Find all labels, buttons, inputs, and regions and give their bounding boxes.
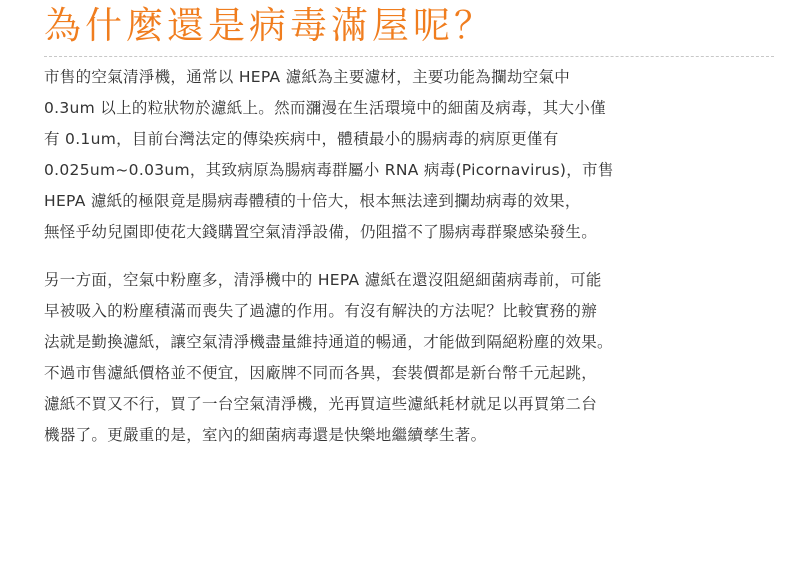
paragraph-1 bbox=[44, 62, 779, 248]
title-divider bbox=[44, 56, 774, 57]
page-title: 為什麼還是病毒滿屋呢？ bbox=[44, 4, 495, 47]
paragraph-2 bbox=[44, 265, 779, 451]
text-line: 0.3um 以上的粒狀物於濾紙上。然而瀰漫在生活環境中的細菌及病毒，其大小僅 bbox=[44, 99, 606, 117]
text-line: HEPA 濾紙的極限竟是腸病毒體積的十倍大，根本無法達到攔劫病毒的效果， bbox=[44, 192, 581, 210]
text-line: 機器了。更嚴重的是，室內的細菌病毒還是快樂地繼續孳生著。 bbox=[44, 426, 487, 444]
text-line: 不過市售濾紙價格並不便宜，因廠牌不同而各異，套裝價都是新台幣千元起跳， bbox=[44, 364, 598, 382]
text-line: 0.025um~0.03um，其致病原為腸病毒群屬小 RNA 病毒(Picornavirus)，市售 bbox=[44, 161, 614, 179]
text-line: 另一方面，空氣中粉塵多，清淨機中的 HEPA 濾紙在還沒阻絕細菌病毒前，可能 bbox=[44, 271, 602, 289]
text-line: 有 0.1um，目前台灣法定的傳染疾病中，體積最小的腸病毒的病原更僅有 bbox=[44, 130, 559, 148]
text-line: 無怪乎幼兒園即使花大錢購置空氣清淨設備，仍阻擋不了腸病毒群聚感染發生。 bbox=[44, 223, 598, 241]
text-line: 早被吸入的粉塵積滿而喪失了過濾的作用。有沒有解決的方法呢？比較實務的辦 bbox=[44, 302, 598, 320]
text-line: 法就是勤換濾紙，讓空氣清淨機盡量維持通道的暢通，才能做到隔絕粉塵的效果。 bbox=[44, 333, 613, 351]
text-line: 市售的空氣清淨機，通常以 HEPA 濾紙為主要濾材，主要功能為攔劫空氣中 bbox=[44, 68, 571, 86]
article-body bbox=[44, 62, 779, 451]
text-line: 濾紙不買又不行，買了一台空氣清淨機，光再買這些濾紙耗材就足以再買第二台 bbox=[44, 395, 598, 413]
